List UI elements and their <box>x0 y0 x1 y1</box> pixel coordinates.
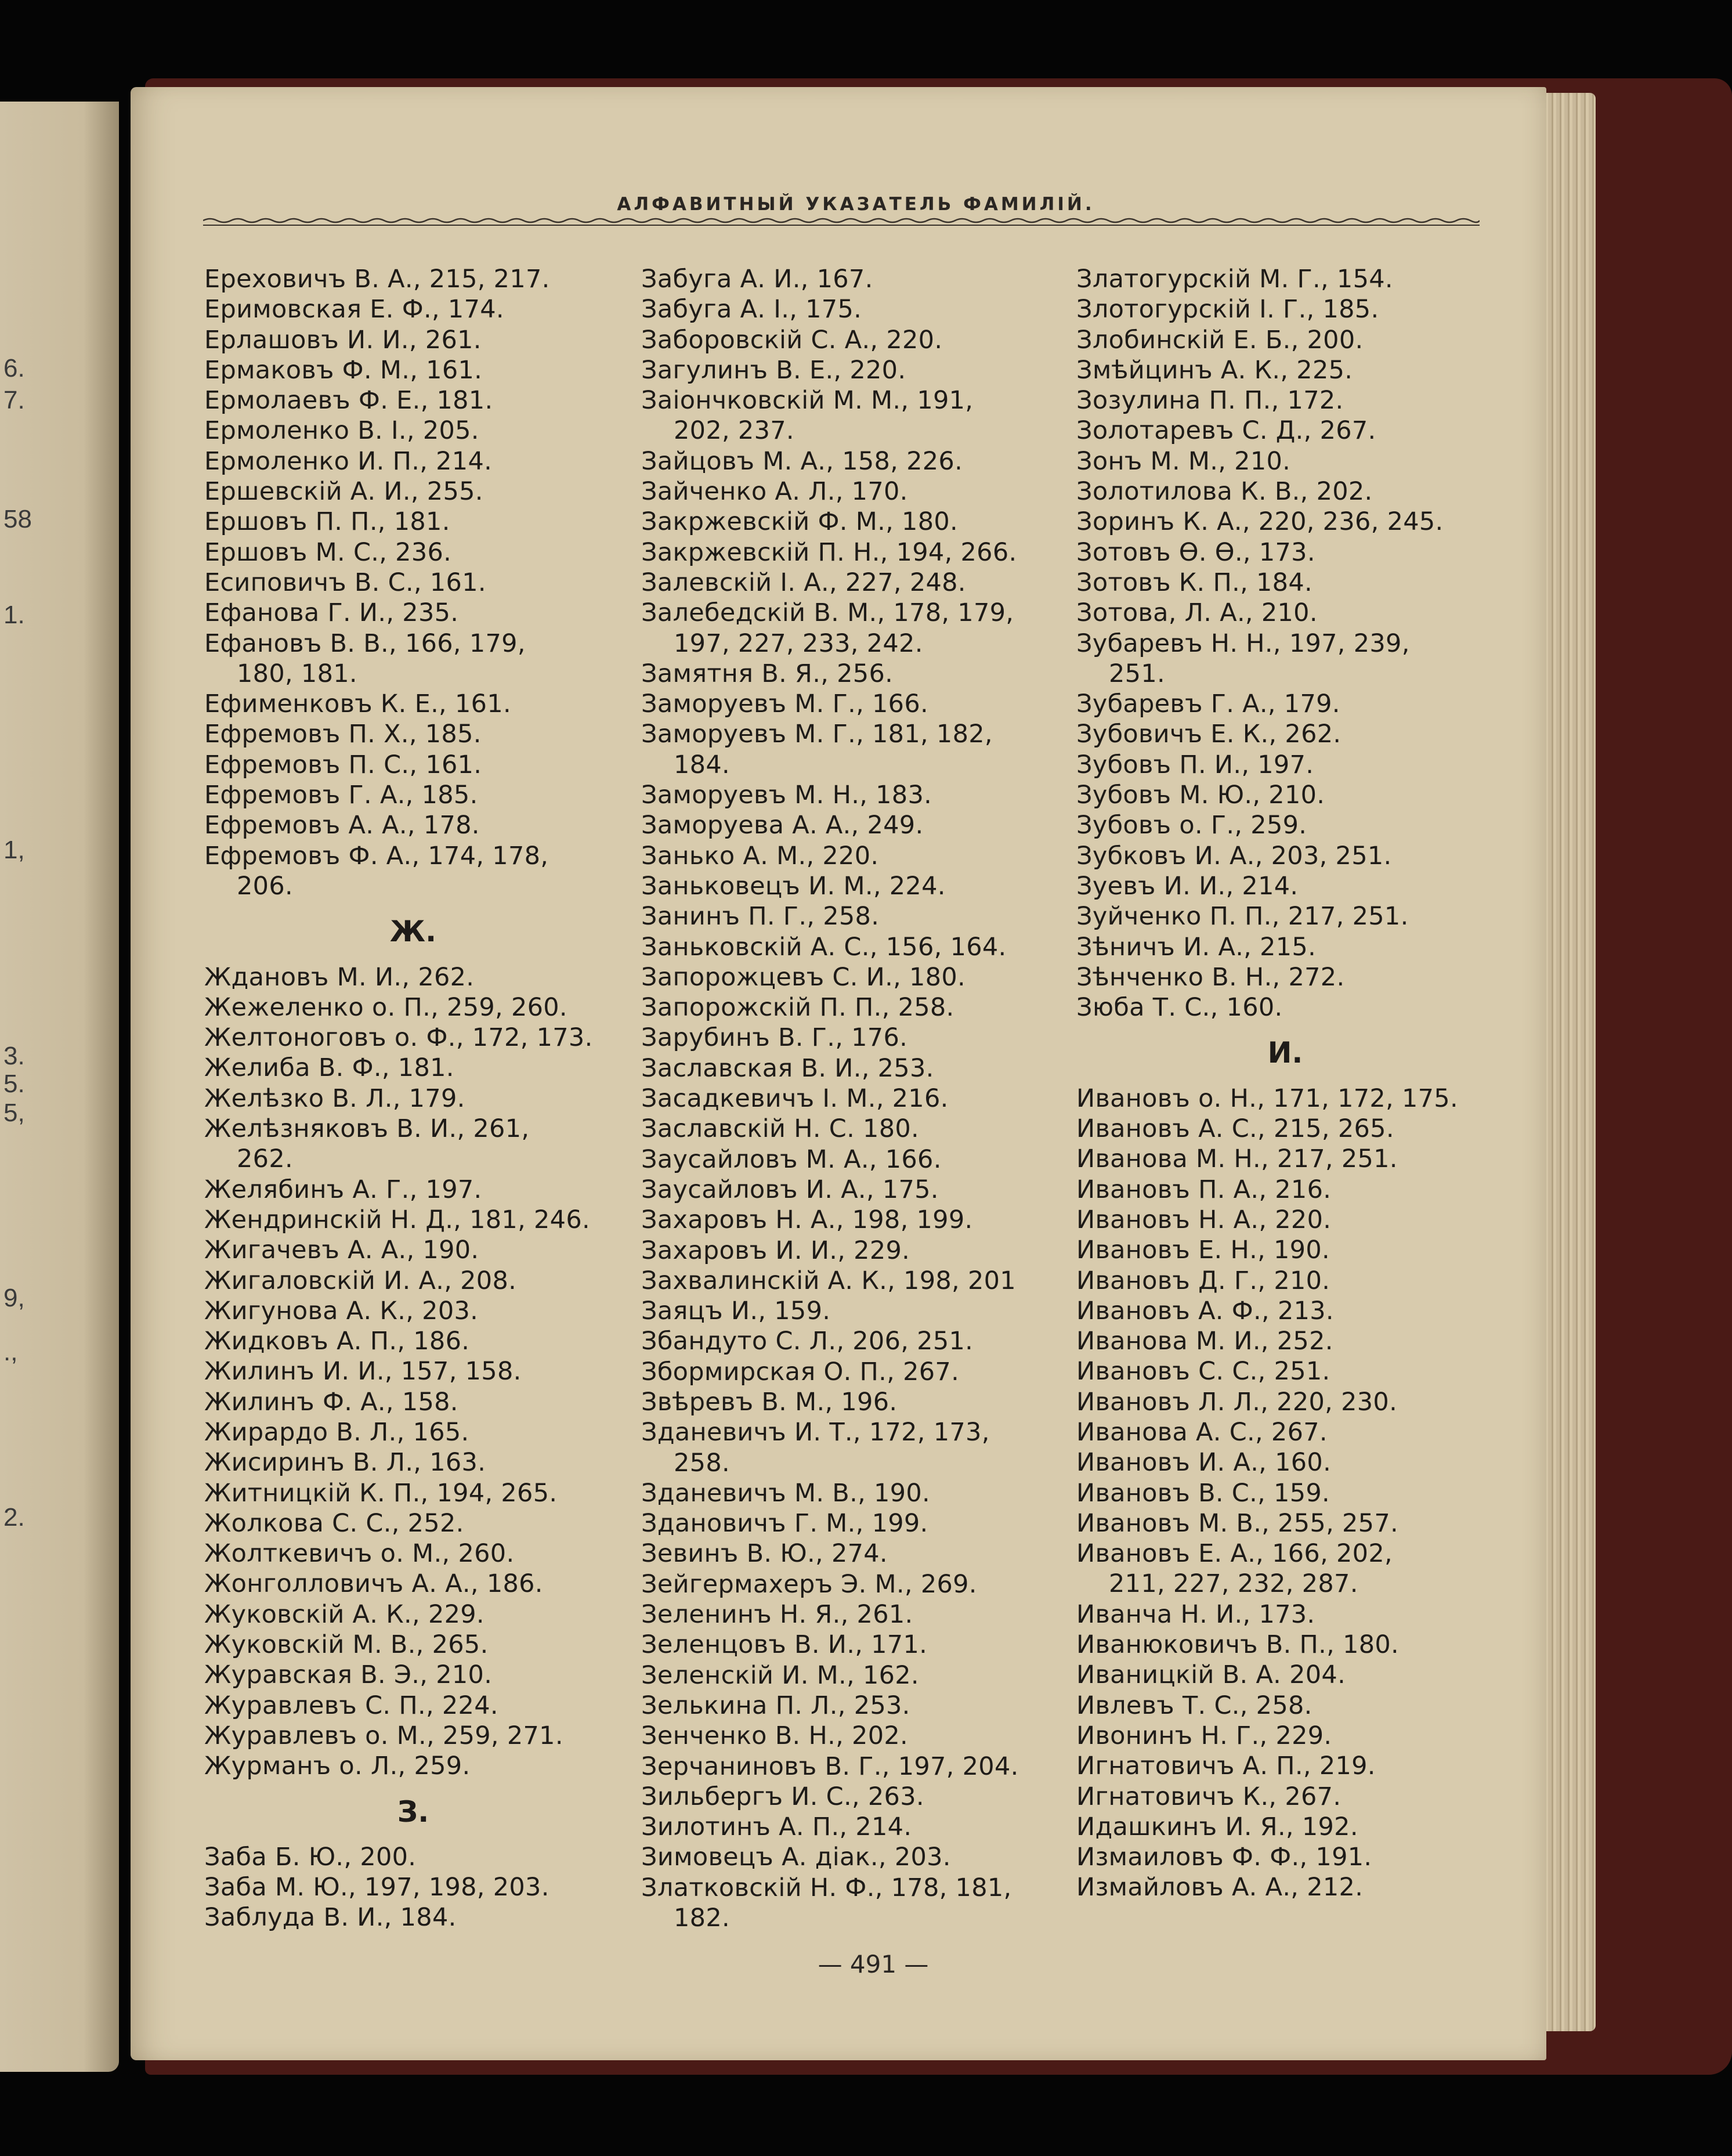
index-entry: Зуевъ И. И., 214. <box>1076 871 1299 901</box>
left-page-mark: 2. <box>3 1503 25 1532</box>
index-entry: Игнатовичъ К., 267. <box>1076 1782 1342 1811</box>
index-entry: Заяцъ И., 159. <box>641 1297 831 1326</box>
index-entry: Иванча Н. И., 173. <box>1076 1599 1315 1629</box>
index-entry: Жилинъ Ф. А., 158. <box>204 1387 458 1417</box>
index-entry: Ждановъ М. И., 262. <box>204 962 475 992</box>
index-entry: Зарубинъ В. Г., 176. <box>641 1023 908 1053</box>
index-entry: Заба М. Ю., 197, 198, 203. <box>204 1873 549 1902</box>
index-entry: Заусайловъ И. А., 175. <box>641 1175 939 1204</box>
index-entry: Зелькина П. Л., 253. <box>641 1691 910 1720</box>
index-entry: Зубаревъ Г. А., 179. <box>1076 689 1340 719</box>
index-entry: Ивановъ Н. А., 220. <box>1076 1205 1332 1234</box>
index-entry: Здановичъ Г. М., 199. <box>641 1509 928 1539</box>
index-entry: Жигаловскій И. А., 208. <box>204 1266 517 1295</box>
left-page-mark: 58 <box>3 505 32 533</box>
index-entry: Идашкинъ И. Я., 192. <box>1076 1812 1358 1841</box>
index-entry: Заморуева А. А., 249. <box>641 811 924 840</box>
index-entry: Жолкова С. С., 252. <box>204 1508 464 1538</box>
index-entry: Ивановъ П. А., 216. <box>1076 1175 1332 1204</box>
left-page-mark: 1, <box>3 836 25 864</box>
index-entry: Збормирская О. П., 267. <box>641 1357 960 1386</box>
index-entry: Жуковскій М. В., 265. <box>204 1630 489 1660</box>
index-entry: Жидковъ А. П., 186. <box>204 1327 470 1356</box>
index-entry: Заморуевъ М. Г., 181, 182, <box>641 720 993 749</box>
index-entry: Ершовъ М. С., 236. <box>204 537 452 567</box>
index-entry: Зуйченко П. П., 217, 251. <box>1076 902 1409 931</box>
index-entry: Зубаревъ Н. Н., 197, 239, <box>1076 629 1410 658</box>
section-letter: И. <box>1267 1036 1303 1070</box>
index-entry: Заморуевъ М. Г., 166. <box>641 689 928 719</box>
index-entry: Засадкевичъ І. М., 216. <box>641 1084 949 1114</box>
index-entry-continuation: 206. <box>237 871 293 901</box>
index-entry: Зайченко А. Л., 170. <box>641 477 908 507</box>
index-entry: Жилинъ И. И., 157, 158. <box>204 1357 522 1386</box>
index-entry: Иванюковичъ В. П., 180. <box>1076 1630 1400 1660</box>
index-entry: Житницкій К. П., 194, 265. <box>204 1478 558 1508</box>
running-head: АЛФАВИТНЫЙ УКАЗАТЕЛЬ ФАМИЛІЙ. <box>617 194 1095 215</box>
index-entry: Ивановъ Д. Г., 210. <box>1076 1266 1330 1295</box>
index-entry: Зилотинъ А. П., 214. <box>641 1812 912 1842</box>
index-entry: Заблуда В. И., 184. <box>204 1903 457 1933</box>
index-entry: Золотилова К. В., 202. <box>1076 477 1373 507</box>
index-entry-continuation: 211, 227, 232, 287. <box>1109 1569 1358 1599</box>
index-entry: Ефановъ В. В., 166, 179, <box>204 629 526 658</box>
index-entry-continuation: 202, 237. <box>674 416 794 446</box>
index-entry: Заньковскій А. С., 156, 164. <box>641 932 1007 962</box>
index-entry-continuation: 184. <box>674 750 730 779</box>
index-entry: Иваницкій В. А. 204. <box>1076 1660 1346 1690</box>
index-entry: Ерлашовъ И. И., 261. <box>204 325 482 355</box>
index-column-1 <box>204 264 622 1933</box>
index-entry: Закржевскій Ф. М., 180. <box>641 507 958 537</box>
index-entry: Зеленскій И. М., 162. <box>641 1660 919 1690</box>
index-entry: Зубовъ М. Ю., 210. <box>1076 781 1325 810</box>
index-entry: Журавлевъ С. П., 224. <box>204 1691 498 1720</box>
index-entry: Ершовъ П. П., 181. <box>204 507 450 537</box>
index-entry: Золотаревъ С. Д., 267. <box>1076 416 1376 446</box>
index-entry: Зубовъ о. Г., 259. <box>1076 811 1307 840</box>
index-entry: Заборовскій С. А., 220. <box>641 325 943 355</box>
left-page-mark: 7. <box>3 386 25 414</box>
index-entry: Жирардо В. Л., 165. <box>204 1417 469 1447</box>
index-entry: Занько А. М., 220. <box>641 841 879 871</box>
index-entry: Ефремовъ П. Х., 185. <box>204 720 482 749</box>
index-entry: Зонъ М. М., 210. <box>1076 446 1291 476</box>
index-entry: Жонголловичъ А. А., 186. <box>204 1569 543 1599</box>
index-entry: Ивонинъ Н. Г., 229. <box>1076 1721 1332 1750</box>
left-page-mark: ., <box>3 1338 18 1366</box>
index-entry: Закржевскій П. Н., 194, 266. <box>641 537 1017 567</box>
index-entry-continuation: 197, 227, 233, 242. <box>674 629 923 658</box>
left-page-mark: 6. <box>3 354 25 382</box>
index-entry: Зеленинъ Н. Я., 261. <box>641 1600 913 1630</box>
index-entry: Желѣзко В. Л., 179. <box>204 1084 465 1113</box>
index-entry: Желѣзняковъ В. И., 261, <box>204 1114 530 1144</box>
index-entry: Ивановъ о. Н., 171, 172, 175. <box>1076 1084 1458 1113</box>
index-entry: Заславская В. И., 253. <box>641 1053 934 1083</box>
index-entry: Зѣничъ И. А., 215. <box>1076 932 1317 962</box>
index-entry: Зотова, Л. А., 210. <box>1076 598 1318 628</box>
index-entry: Измаиловъ Ф. Ф., 191. <box>1076 1843 1372 1872</box>
index-entry: Ермаковъ Ф. М., 161. <box>204 355 483 385</box>
index-entry: Залевскій І. А., 227, 248. <box>641 568 966 597</box>
index-entry-continuation: 182. <box>674 1904 730 1933</box>
index-entry: Ермолаевъ Ф. Е., 181. <box>204 386 493 416</box>
index-entry: Зѣнченко В. Н., 272. <box>1076 962 1345 992</box>
index-entry: Жежеленко о. П., 259, 260. <box>204 992 567 1022</box>
index-entry: Захаровъ Н. А., 198, 199. <box>641 1205 973 1235</box>
index-entry: Заморуевъ М. Н., 183. <box>641 781 932 810</box>
index-entry: Ивлевъ Т. С., 258. <box>1076 1691 1312 1720</box>
index-entry: Ивановъ А. С., 215, 265. <box>1076 1114 1394 1144</box>
index-entry: Ивановъ Е. Н., 190. <box>1076 1236 1330 1265</box>
index-entry: Желтоноговъ о. Ф., 172, 173. <box>204 1023 593 1053</box>
index-entry: Зевинъ В. Ю., 274. <box>641 1539 888 1569</box>
index-entry: Зоринъ К. А., 220, 236, 245. <box>1076 507 1444 537</box>
index-entry: Зотовъ К. П., 184. <box>1076 568 1312 597</box>
index-entry: Журманъ о. Л., 259. <box>204 1751 471 1781</box>
index-entry: Замятня В. Я., 256. <box>641 659 894 688</box>
index-entry: Зейгермахеръ Э. М., 269. <box>641 1569 977 1599</box>
index-entry: Ефремовъ Ф. А., 174, 178, <box>204 841 549 871</box>
index-entry: Забуга А. І., 175. <box>641 295 862 324</box>
index-entry: Ивановъ Е. А., 166, 202, <box>1076 1539 1393 1569</box>
section-letter: Ж. <box>389 915 437 949</box>
index-entry: Златогурскій М. Г., 154. <box>1076 265 1393 294</box>
index-entry: Еримовская Е. Ф., 174. <box>204 295 504 324</box>
index-entry: Зенченко В. Н., 202. <box>641 1721 908 1751</box>
left-page-mark: 5, <box>3 1099 25 1127</box>
index-entry: Иванова М. Н., 217, 251. <box>1076 1144 1398 1174</box>
index-entry-continuation: 251. <box>1109 659 1165 688</box>
index-entry: Ефремовъ Г. А., 185. <box>204 781 478 810</box>
index-entry: Журавлевъ о. М., 259, 271. <box>204 1721 563 1750</box>
header-rule <box>203 216 1480 229</box>
index-entry: Зайцовъ М. А., 158, 226. <box>641 446 963 476</box>
index-entry: Зюба Т. С., 160. <box>1076 993 1283 1023</box>
index-entry: Зильбергъ И. С., 263. <box>641 1782 924 1811</box>
index-entry: Захвалинскій А. К., 198, 201 <box>641 1266 1016 1295</box>
index-entry: Зубовъ П. И., 197. <box>1076 750 1314 779</box>
index-entry: Ивановъ И. А., 160. <box>1076 1448 1332 1478</box>
index-entry: Есиповичъ В. С., 161. <box>204 568 486 597</box>
index-entry: Ефремовъ П. С., 161. <box>204 750 482 779</box>
index-entry: Зеленцовъ В. И., 171. <box>641 1630 928 1660</box>
index-entry: Ивановъ С. С., 251. <box>1076 1357 1330 1386</box>
index-entry: Жолткевичъ о. М., 260. <box>204 1539 515 1569</box>
index-entry: Желиба В. Ф., 181. <box>204 1053 454 1083</box>
section-letter: З. <box>397 1794 429 1829</box>
index-entry: Ермоленко В. І., 205. <box>204 416 479 446</box>
index-entry: Звѣревъ В. М., 196. <box>641 1387 898 1417</box>
index-column-2 <box>641 264 1059 1933</box>
index-entry-continuation: 258. <box>674 1448 730 1478</box>
index-entry: Ереховичъ В. А., 215, 217. <box>204 265 550 294</box>
index-entry: Жендринскій Н. Д., 181, 246. <box>204 1205 590 1234</box>
left-page-edge <box>0 102 119 2072</box>
index-entry: Заіончковскій М. М., 191, <box>641 386 974 416</box>
index-entry: Забуга А. И., 167. <box>641 265 873 294</box>
left-page-mark: 5. <box>3 1070 25 1098</box>
index-entry: Запорожскій П. П., 258. <box>641 993 954 1023</box>
index-entry: Збандуто С. Л., 206, 251. <box>641 1327 974 1356</box>
left-page-mark: 9, <box>3 1284 25 1312</box>
page-number: — 491 — <box>818 1950 929 1978</box>
left-page-mark: 1. <box>3 601 25 629</box>
index-entry: Желябинъ А. Г., 197. <box>204 1175 482 1204</box>
index-entry: Злотогурскій І. Г., 185. <box>1076 295 1379 324</box>
index-entry: Злобинскій Е. Б., 200. <box>1076 325 1364 355</box>
index-entry: Ефанова Г. И., 235. <box>204 598 459 628</box>
index-entry: Загулинъ В. Е., 220. <box>641 355 906 385</box>
index-entry: Ермоленко И. П., 214. <box>204 446 493 476</box>
index-entry: Златковскій Н. Ф., 178, 181, <box>641 1873 1012 1902</box>
index-entry: Зданевичъ М. В., 190. <box>641 1478 930 1508</box>
index-entry: Ивановъ А. Ф., 213. <box>1076 1296 1334 1326</box>
index-entry: Жисиринъ В. Л., 163. <box>204 1448 486 1478</box>
index-entry: Залебедскій В. М., 178, 179, <box>641 598 1014 628</box>
index-entry: Игнатовичъ А. П., 219. <box>1076 1751 1376 1781</box>
index-entry-continuation: 262. <box>237 1144 293 1174</box>
index-column-3 <box>1076 264 1494 1903</box>
index-entry: Зотовъ Ѳ. Ѳ., 173. <box>1076 537 1315 567</box>
index-entry: Захаровъ И. И., 229. <box>641 1236 910 1265</box>
index-entry: Зданевичъ И. Т., 172, 173, <box>641 1418 990 1447</box>
index-entry: Запорожцевъ С. И., 180. <box>641 962 966 992</box>
index-entry: Зубовичъ Е. К., 262. <box>1076 720 1342 749</box>
index-entry: Измайловъ А. А., 212. <box>1076 1873 1364 1902</box>
index-entry: Журавская В. Э., 210. <box>204 1660 493 1690</box>
index-entry: Заньковецъ И. М., 224. <box>641 871 946 901</box>
index-entry: Жуковскій А. К., 229. <box>204 1599 484 1629</box>
index-entry: Занинъ П. Г., 258. <box>641 902 880 931</box>
index-entry: Ивановъ М. В., 255, 257. <box>1076 1508 1398 1538</box>
index-entry: Зубковъ И. А., 203, 251. <box>1076 841 1392 871</box>
index-entry: Ивановъ В. С., 159. <box>1076 1478 1330 1508</box>
index-entry-continuation: 180, 181. <box>237 659 357 688</box>
index-entry: Заславскій Н. С. 180. <box>641 1114 919 1144</box>
index-entry: Зозулина П. П., 172. <box>1076 386 1344 416</box>
index-entry: Иванова А. С., 267. <box>1076 1417 1328 1447</box>
index-entry: Ефремовъ А. А., 178. <box>204 811 480 840</box>
index-entry: Жигунова А. К., 203. <box>204 1296 479 1326</box>
index-entry: Ивановъ Л. Л., 220, 230. <box>1076 1387 1398 1417</box>
left-page-mark: 3. <box>3 1042 25 1070</box>
index-entry: Жигачевъ А. А., 190. <box>204 1236 479 1265</box>
index-entry: Заусайловъ М. А., 166. <box>641 1144 942 1174</box>
index-entry: Ефименковъ К. Е., 161. <box>204 689 511 719</box>
index-entry: Иванова М. И., 252. <box>1076 1327 1333 1356</box>
index-entry: Ершевскій А. И., 255. <box>204 477 483 507</box>
index-entry: Зерчаниновъ В. Г., 197, 204. <box>641 1751 1019 1781</box>
index-entry: Заба Б. Ю., 200. <box>204 1842 417 1872</box>
index-entry: Змѣйцинъ А. К., 225. <box>1076 355 1353 385</box>
index-entry: Зимовецъ А. діак., 203. <box>641 1843 951 1872</box>
